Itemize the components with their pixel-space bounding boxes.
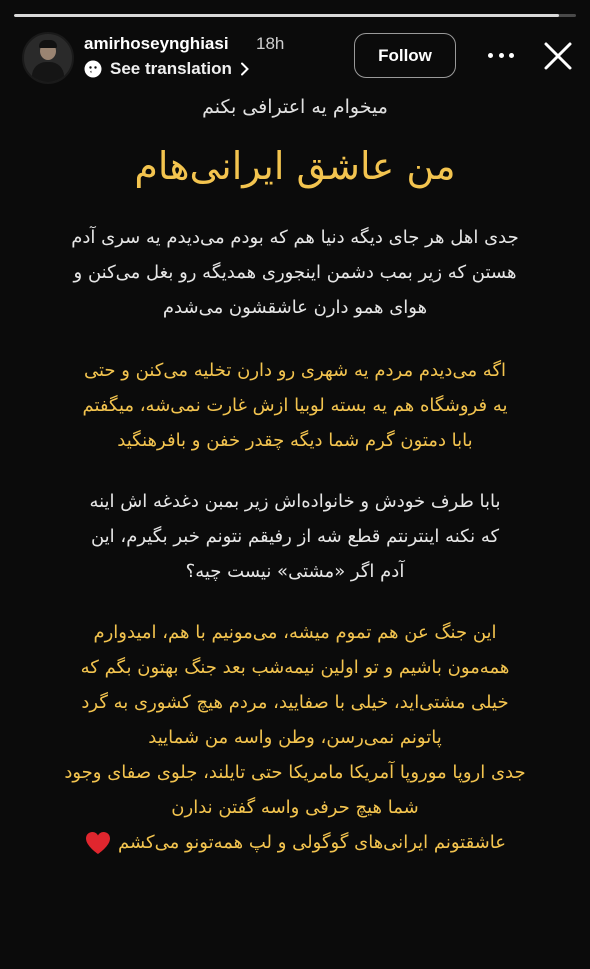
text-line: بابا طرف خودش و خانواده‌اش زیر بمبن دغدغه اش اینه (89, 491, 501, 512)
story-intro: میخوام یه اعترافی بکنم (202, 96, 388, 118)
follow-button[interactable]: Follow (354, 33, 456, 78)
paragraph-2 (30, 353, 560, 458)
see-translation-link[interactable] (84, 59, 250, 79)
text-line: پاتونم نمی‌رسن، وطن واسه من شمایید (148, 727, 442, 748)
username[interactable]: amirhoseynghiasi (84, 34, 229, 53)
text-line: همه‌مون باشیم و تو اولین نیمه‌شب بعد جنگ بهتون بگم که (80, 657, 510, 678)
text-line: اگه می‌دیدم مردم یه شهری رو دارن تخلیه می‌کنن و حتی (83, 360, 507, 381)
story-progress-fill (14, 14, 559, 17)
story-progress-bar (14, 14, 576, 17)
text-line: شما هیچ حرفی واسه گفتن ندارن (171, 797, 419, 818)
post-time: 18h (256, 34, 285, 53)
story-headline: من عاشق ایرانی‌هام (134, 144, 456, 188)
story-content (30, 88, 560, 860)
text-line: عاشقتونم ایرانی‌های گوگولی و لپ همه‌تونو می‌کشم (118, 832, 506, 853)
text-line: جدی اروپا موروپا آمریکا مامریکا حتی تایلند، جلوی صفای وجود (64, 762, 526, 783)
text-line: جدی اهل هر جای دیگه دنیا هم که بودم می‌دیدم یه سری آدم (71, 227, 519, 248)
text-line: هستن که زیر بمب دشمن اینجوری همدیگه رو بغل می‌کنن و (73, 262, 517, 283)
text-line: خیلی مشتی‌اید، خیلی با صفایید، مردم هیچ کشوری به گرد (81, 692, 509, 713)
paragraph-3 (30, 484, 560, 589)
text-line: که نکنه اینترنتم قطع شه از رفیقم نتونم خبر بگیرم، این (90, 526, 500, 547)
text-line: بابا دمتون گرم شما دیگه چقدر خفن و بافرهنگید (117, 430, 473, 451)
see-translation-label: See translation (110, 59, 232, 78)
text-line: هوای همو دارن عاشقشون می‌شدم (162, 297, 428, 318)
text-line: آدم اگر «مشتی» نیست چیه؟ (185, 561, 405, 582)
text-line: یه فروشگاه هم یه بسته لوبیا ازش غارت نمی‌شه، میگفتم (82, 395, 508, 416)
story-header (22, 30, 574, 86)
paragraph-1 (30, 220, 560, 325)
chevron-right-icon (240, 62, 250, 76)
avatar[interactable] (22, 32, 74, 84)
more-icon[interactable] (488, 45, 514, 65)
heart-icon (84, 830, 112, 856)
paragraph-4 (30, 615, 560, 860)
translate-icon (84, 60, 102, 78)
closing-line (30, 825, 560, 860)
text-line: این جنگ عن هم تموم میشه، می‌مونیم با هم، امیدوارم (93, 622, 497, 643)
close-icon[interactable] (542, 40, 574, 72)
